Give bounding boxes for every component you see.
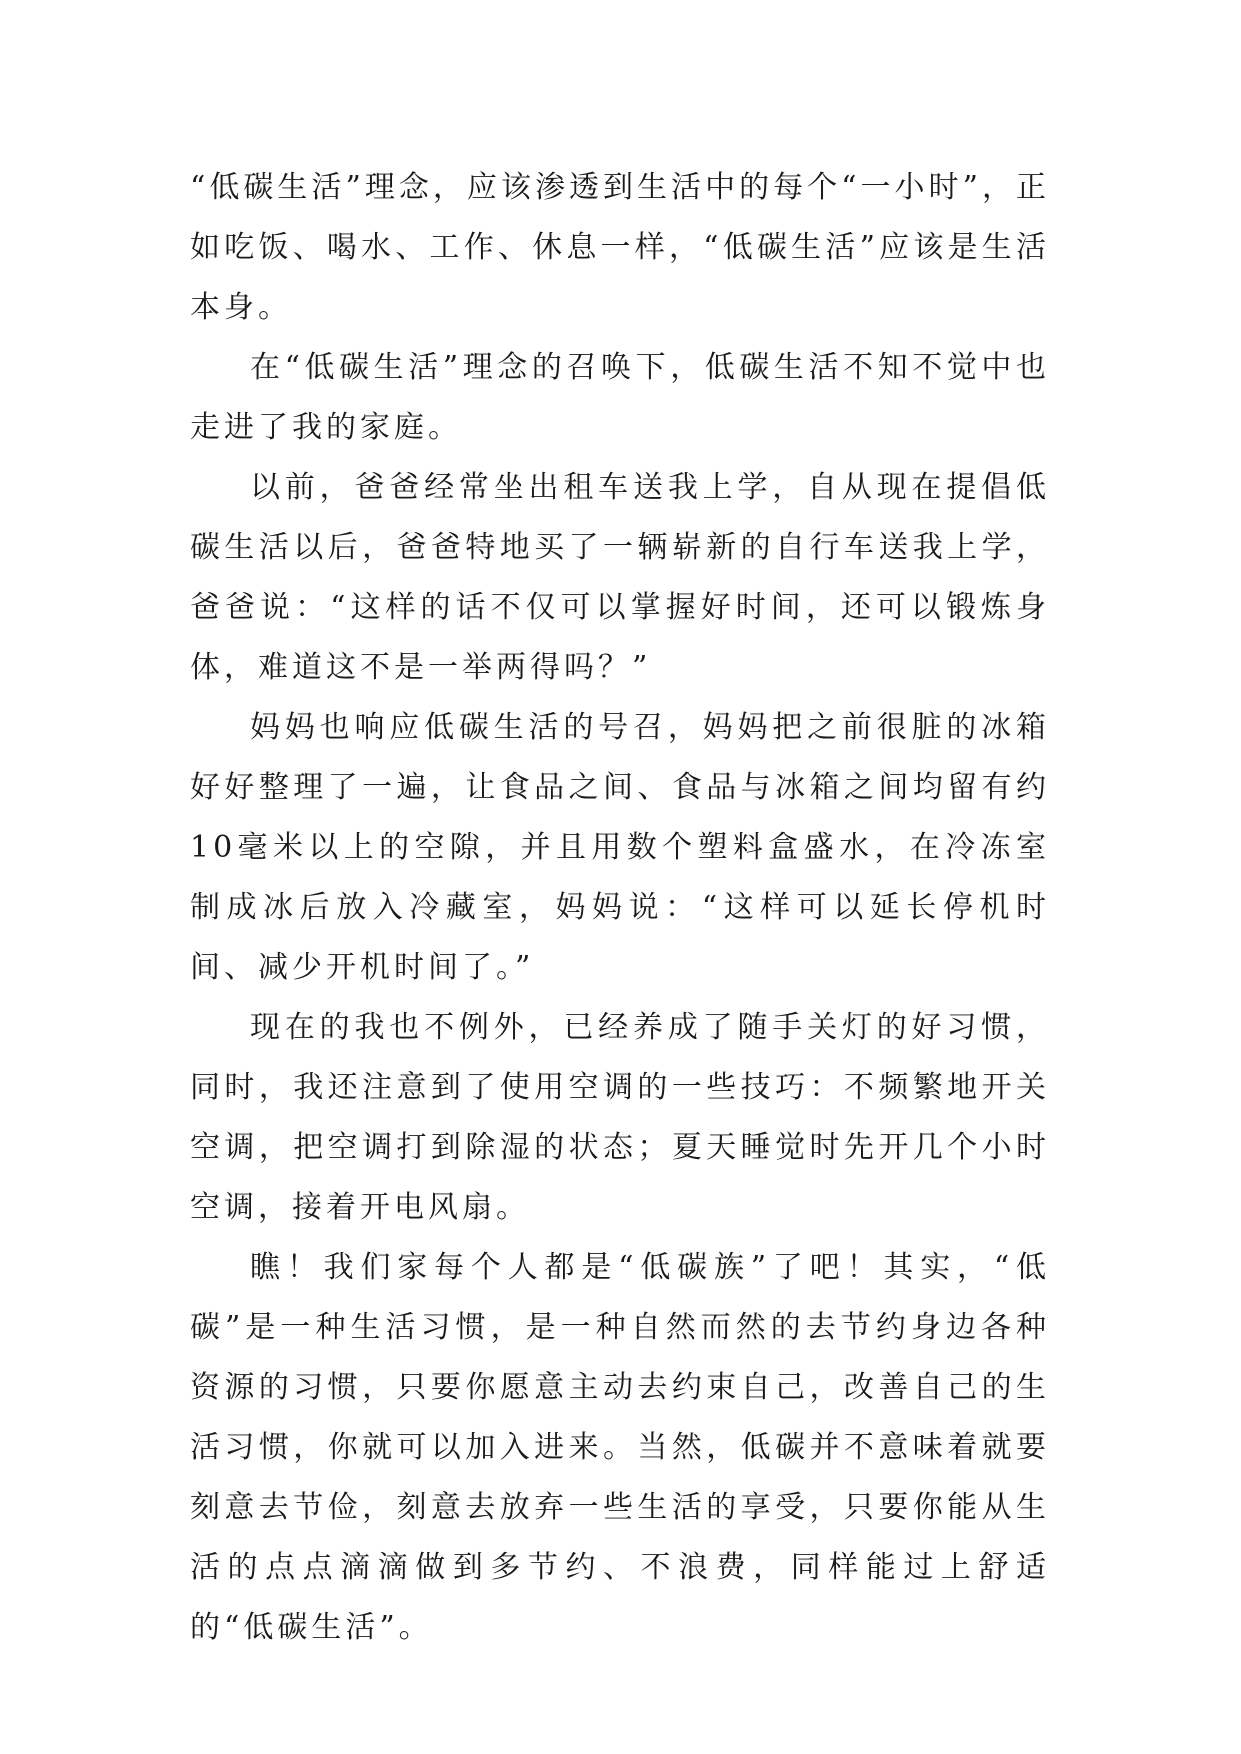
document-body <box>190 158 1050 1658</box>
paragraph: 瞧！我们家每个人都是“低碳族”了吧！其实，“低碳”是一种生活习惯，是一种自然而然的去节约身边各种资源的习惯，只要你愿意主动去约束自己，改善自己的生活习惯，你就可以加入进来。当然，低碳并不意味着就要刻意去节俭，刻意去放弃一些生活的享受，只要你能从生活的点点滴滴做到多节约、不浪费，同样能过上舒适的“低碳生活”。 <box>190 1250 1050 1645</box>
paragraph: 在“低碳生活”理念的召唤下，低碳生活不知不觉中也走进了我的家庭。 <box>190 350 1050 445</box>
paragraph: 妈妈也响应低碳生活的号召，妈妈把之前很脏的冰箱好好整理了一遍，让食品之间、食品与冰箱之间均留有约10毫米以上的空隙，并且用数个塑料盒盛水，在冷冻室制成冰后放入冷藏室，妈妈说：“这样可以延长停机时间、减少开机时间了。” <box>190 710 1050 985</box>
paragraph-continued: “低碳生活”理念，应该渗透到生活中的每个“一小时”，正如吃饭、喝水、工作、休息一样，“低碳生活”应该是生活本身。 <box>190 170 1050 325</box>
paragraph: 现在的我也不例外，已经养成了随手关灯的好习惯，同时，我还注意到了使用空调的一些技巧：不频繁地开关空调，把空调打到除湿的状态；夏天睡觉时先开几个小时空调，接着开电风扇。 <box>190 1010 1050 1225</box>
paragraph: 以前，爸爸经常坐出租车送我上学，自从现在提倡低碳生活以后，爸爸特地买了一辆崭新的自行车送我上学，爸爸说：“这样的话不仅可以掌握好时间，还可以锻炼身体，难道这不是一举两得吗？” <box>190 470 1050 685</box>
